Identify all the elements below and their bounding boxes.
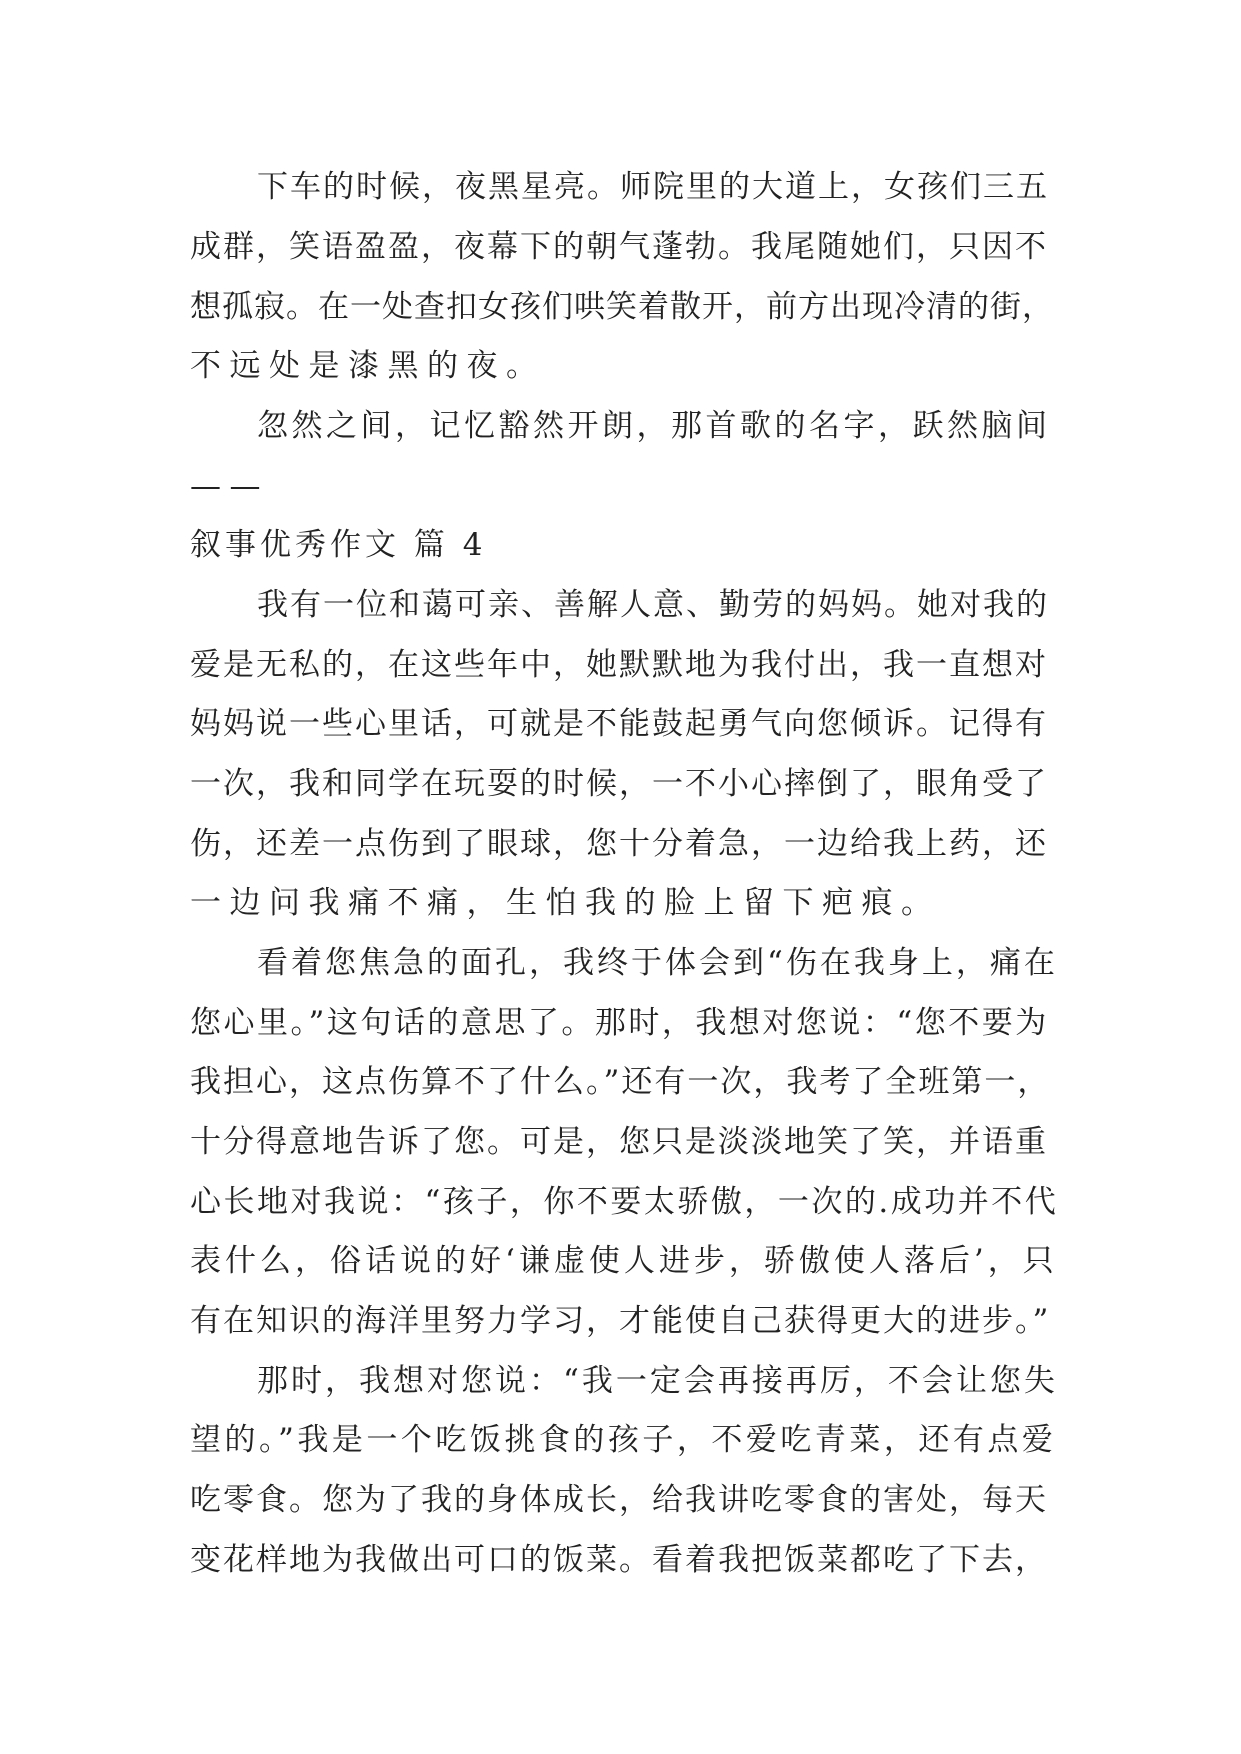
paragraph-4-line-5: 心长地对我说：“孩子，你不要太骄傲，一次的.成功并不代 bbox=[190, 1184, 1059, 1220]
paragraph-3-line-2: 爱是无私的，在这些年中，她默默地为我付出，我一直想对 bbox=[190, 647, 1048, 683]
paragraph-4-line-1: 看着您焦急的面孔，我终于体会到“伤在我身上，痛在 bbox=[257, 945, 1058, 981]
paragraph-4-line-3: 我担心，这点伤算不了什么。”还有一次，我考了全班第一， bbox=[190, 1064, 1051, 1100]
paragraph-4-line-7: 有在知识的海洋里努力学习，才能使自己获得更大的进步。” bbox=[190, 1303, 1051, 1339]
paragraph-3-line-3: 妈妈说一些心里话，可就是不能鼓起勇气向您倾诉。记得有 bbox=[190, 706, 1048, 742]
paragraph-1-line-2: 成群，笑语盈盈，夜幕下的朝气蓬勃。我尾随她们，只因不 bbox=[190, 229, 1048, 265]
paragraph-1-line-1: 下车的时候，夜黑星亮。师院里的大道上，女孩们三五 bbox=[257, 169, 1049, 205]
paragraph-1-line-3: 想孤寂。在一处查扣女孩们哄笑着散开，前方出现冷清的街， bbox=[190, 289, 1054, 325]
paragraph-4-line-2: 您心里。”这句话的意思了。那时，我想对您说：“您不要为 bbox=[190, 1005, 1049, 1041]
paragraph-5-line-3: 吃零食。您为了我的身体成长，给我讲吃零食的害处，每天 bbox=[190, 1482, 1048, 1518]
paragraph-4-line-6: 表什么，俗话说的好‘谦虚使人进步，骄傲使人落后’，只 bbox=[190, 1243, 1058, 1279]
paragraph-2-line-1: 忽然之间，记忆豁然开朗，那首歌的名字，跃然脑间 bbox=[257, 408, 1051, 444]
paragraph-1-line-4: 不远处是漆黑的夜。 bbox=[190, 348, 546, 384]
paragraph-5-line-4: 变花样地为我做出可口的饭菜。看着我把饭菜都吃了下去， bbox=[190, 1542, 1048, 1578]
paragraph-3-line-6: 一边问我痛不痛，生怕我的脸上留下疤痕。 bbox=[190, 885, 941, 921]
paragraph-4-line-4: 十分得意地告诉了您。可是，您只是淡淡地笑了笑，并语重 bbox=[190, 1124, 1048, 1160]
paragraph-2-line-2: —— bbox=[190, 468, 269, 504]
paragraph-5-line-2: 望的。”我是一个吃饭挑食的孩子，不爱吃青菜，还有点爱 bbox=[190, 1422, 1057, 1458]
paragraph-3-line-4: 一次，我和同学在玩耍的时候，一不小心摔倒了，眼角受了 bbox=[190, 766, 1048, 802]
section-heading: 叙事优秀作文 篇 4 bbox=[190, 527, 487, 563]
paragraph-3-line-5: 伤，还差一点伤到了眼球，您十分着急，一边给我上药，还 bbox=[190, 826, 1048, 862]
paragraph-3-line-1: 我有一位和蔼可亲、善解人意、勤劳的妈妈。她对我的 bbox=[257, 587, 1049, 623]
paragraph-5-line-1: 那时，我想对您说：“我一定会再接再厉，不会让您失 bbox=[257, 1363, 1058, 1399]
